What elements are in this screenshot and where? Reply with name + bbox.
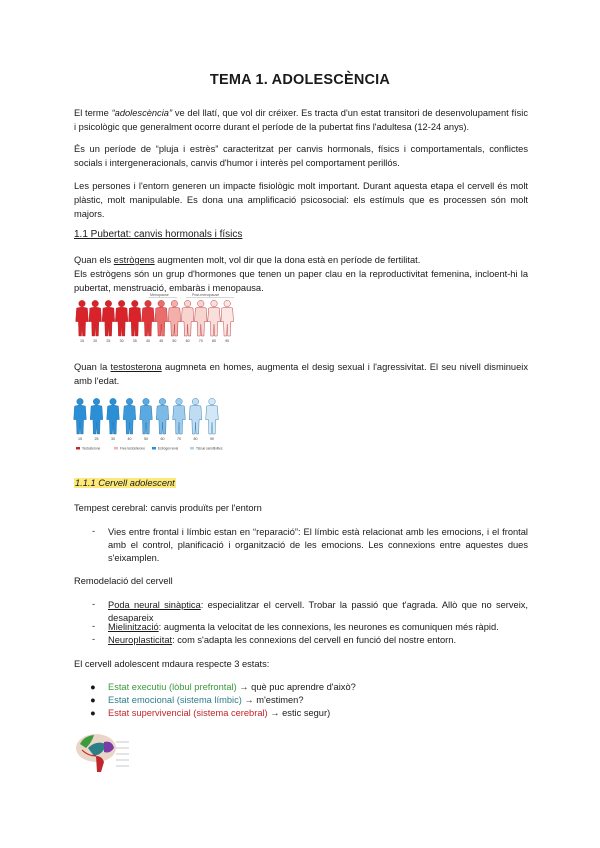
intro-paragraph-3: Les persones i l'entorn generen un impacte fisiològic molt important. Durant aquesta etapa el cervell és molt plàstic, molt manipulable. Es dona una amplificació psicosocial: els estímuls que es processen són molt majors. bbox=[74, 181, 528, 219]
remodel-dash-3: - bbox=[92, 634, 96, 644]
testosterone-man-50-body bbox=[140, 405, 153, 434]
estrogen-woman-90-head bbox=[224, 300, 230, 306]
estrogen-woman-25-body bbox=[102, 307, 115, 336]
bullet-dot: ● bbox=[90, 682, 96, 692]
testosterone-man-80-silhouette bbox=[189, 398, 202, 434]
estrogen-woman-60-head bbox=[184, 300, 190, 306]
intro-paragraph-2: És un període de “pluja i estrès” caracteritzat per canvis hormonals, físics i comportamentals, conflictes socials i intergeneracionals, canvis d'humor i interès pel comportament perillós. bbox=[74, 144, 528, 168]
estrogen-woman-35-silhouette bbox=[129, 300, 142, 336]
estrogen-woman-15-body bbox=[76, 307, 89, 336]
estrogen-woman-20-body bbox=[89, 307, 102, 336]
estrogen-woman-70-age-label: 70 bbox=[198, 339, 203, 343]
testosterone-man-70-age-label: 70 bbox=[177, 437, 181, 441]
state-survival-colored: Estat supervivencial (sistema cerebral) bbox=[108, 708, 268, 718]
estrogen-woman-15-age-label: 15 bbox=[80, 339, 84, 343]
estrogen-woman-40-age-label: 40 bbox=[146, 339, 150, 343]
remodel-item-3-term: Neuroplasticitat bbox=[108, 635, 173, 645]
state-emotional-colored: Estat emocional (sistema límbic) bbox=[108, 695, 242, 705]
section-1-1-heading: 1.1 Pubertat: canvis hormonals i físics bbox=[74, 229, 243, 240]
testosterone-man-50-head bbox=[143, 398, 149, 404]
legend-label: Free testosterone bbox=[120, 446, 145, 451]
testosterone-man-25-silhouette bbox=[90, 398, 103, 434]
remodel-item-2-text: : augmenta la velocitat de les connexions, les neurones es comuniquen més ràpid. bbox=[158, 622, 499, 632]
estrogen-woman-70-silhouette bbox=[195, 300, 208, 336]
estrogen-woman-35-head bbox=[132, 300, 138, 306]
testosterone-man-70-head bbox=[176, 398, 182, 404]
estrogen-woman-45-body bbox=[155, 307, 168, 336]
estrogen-woman-35-age-label: 35 bbox=[132, 339, 137, 343]
testosterone-man-80-age-label: 80 bbox=[193, 437, 198, 441]
testosterone-man-15-head bbox=[77, 398, 83, 404]
testosterone-man-60-silhouette bbox=[156, 398, 169, 434]
estrogen-woman-50-body bbox=[168, 307, 181, 336]
estrogen-woman-45-head bbox=[158, 300, 164, 306]
estrogen-woman-40-silhouette bbox=[142, 300, 155, 336]
estrogen-woman-60-age-label: 60 bbox=[185, 339, 190, 343]
remodel-item-3 bbox=[108, 634, 528, 647]
testosterone-man-90-body bbox=[206, 405, 219, 434]
state-executive-colored: Estat executiu (lòbul prefrontal) bbox=[108, 682, 237, 692]
estrogen-woman-45-age-label: 45 bbox=[159, 339, 164, 343]
state-executive-rest: → què puc aprendre d'això? bbox=[236, 682, 356, 692]
estrogen-woman-40-body bbox=[142, 307, 155, 336]
testosterone-man-90-silhouette bbox=[206, 398, 219, 434]
testosterone-term: testosterona bbox=[110, 362, 162, 372]
estrogen-woman-15-silhouette bbox=[76, 300, 89, 336]
estrogen-woman-30-age-label: 30 bbox=[119, 339, 124, 343]
legend-swatch bbox=[114, 447, 118, 450]
estrogen-woman-90-body bbox=[221, 307, 234, 336]
testosterone-man-70-body bbox=[173, 405, 186, 434]
estrogen-woman-35-body bbox=[129, 307, 142, 336]
estrogens-post: augmenten molt, vol dir que la dona està en període de fertilitat. bbox=[154, 255, 421, 265]
testosterone-man-40-age-label: 40 bbox=[127, 437, 132, 441]
legend-label: Estrogen level bbox=[158, 446, 179, 451]
testosterone-man-15-age-label: 15 bbox=[78, 437, 82, 441]
estrogen-woman-25-age-label: 25 bbox=[106, 339, 111, 343]
legend-swatch bbox=[76, 447, 80, 450]
intro-p1-post: ve del llatí, que vol dir créixer. Es tracta d'un estat transitori de desenvolupament físic i psicològic que generalment ocorre durant el període de la pubertat fins l'adultesa (12-24 anys). bbox=[74, 108, 528, 132]
intro-p1-pre: El terme bbox=[74, 108, 112, 118]
testosterone-man-40-body bbox=[123, 405, 136, 434]
remodel-item-2 bbox=[108, 621, 528, 634]
testosterone-man-30-silhouette bbox=[107, 398, 120, 434]
testosterone-man-25-body bbox=[90, 405, 103, 434]
remodel-dash-1: - bbox=[92, 599, 96, 609]
tempest-label: Tempest cerebral: canvis produïts per l'entorn bbox=[74, 503, 262, 513]
brain-illustration bbox=[74, 730, 164, 774]
testosterone-man-25-head bbox=[93, 398, 99, 404]
testosterone-man-70-silhouette bbox=[173, 398, 186, 434]
testosterone-figure bbox=[72, 396, 230, 454]
estrogen-woman-20-age-label: 20 bbox=[93, 339, 98, 343]
estrogen-woman-90-age-label: 90 bbox=[225, 339, 230, 343]
estrogen-woman-60-silhouette bbox=[181, 300, 194, 336]
remodel-item-3-text: : com s'adapta les connexions del cervell en funció del nostre entorn. bbox=[172, 635, 457, 645]
estrogens-paragraph-2: Els estrògens són un grup d'hormones que tenen un paper clau en la reproductivitat femenina, incloent-hi la pubertat, menstruació, embaràs i menopausa. bbox=[74, 269, 528, 293]
intro-paragraph-1 bbox=[74, 106, 528, 134]
testosterone-man-50-silhouette bbox=[140, 398, 153, 434]
estrogen-woman-80-head bbox=[211, 300, 217, 306]
estrogen-woman-15-head bbox=[79, 300, 85, 306]
estrogen-woman-70-body bbox=[195, 307, 208, 336]
legend-label: Tissue sensitivities bbox=[196, 446, 223, 451]
estrogen-woman-80-body bbox=[208, 307, 221, 336]
testosterone-man-15-body bbox=[74, 405, 87, 434]
remodel-item-1-term: Poda neural sinàptica bbox=[108, 600, 201, 610]
legend-swatch bbox=[152, 447, 156, 450]
testosterone-man-90-age-label: 90 bbox=[210, 437, 214, 441]
testosterone-man-90-head bbox=[209, 398, 215, 404]
testosterone-man-60-body bbox=[156, 405, 169, 434]
state-emotional-rest: → m'estimen? bbox=[241, 695, 304, 705]
estrogen-woman-20-head bbox=[92, 300, 98, 306]
estrogen-woman-30-head bbox=[118, 300, 124, 306]
estrogen-woman-60-body bbox=[181, 307, 194, 336]
states-label: El cervell adolescent mdaura respecte 3 estats: bbox=[74, 659, 270, 669]
remodel-item-1-text: : especialitzar el cervell. Trobar la passió que t'agrada. Allò que no serveix, desapareix bbox=[108, 600, 529, 623]
testosterone-post: augmneta en homes, augmenta el desig sexual i l'agressivitat. El seu nivell disminueix amb l'edat. bbox=[74, 362, 528, 386]
estrogen-woman-40-head bbox=[145, 300, 151, 306]
testosterone-man-40-head bbox=[126, 398, 132, 404]
estrogen-woman-20-silhouette bbox=[89, 300, 102, 336]
state-item-emotional bbox=[90, 695, 304, 705]
testosterone-man-30-body bbox=[107, 405, 120, 434]
legend-swatch bbox=[190, 447, 194, 450]
testosterone-man-50-age-label: 50 bbox=[144, 437, 148, 441]
testosterone-paragraph bbox=[74, 360, 528, 388]
state-item-survival bbox=[90, 708, 330, 718]
estrogens-paragraph bbox=[74, 253, 528, 295]
intro-p1-term: “adolescència” bbox=[111, 108, 173, 118]
estrogen-woman-45-silhouette bbox=[155, 300, 168, 336]
estrogen-woman-25-head bbox=[105, 300, 111, 306]
legend-label: Testosterone bbox=[82, 446, 101, 451]
page-title: TEMA 1. ADOLESCÈNCIA bbox=[209, 72, 391, 88]
estrogen-woman-30-silhouette bbox=[115, 300, 128, 336]
estrogen-woman-90-silhouette bbox=[221, 300, 234, 336]
remodel-dash-2: - bbox=[92, 621, 96, 631]
bullet-dot: ● bbox=[90, 708, 96, 718]
testosterone-man-40-silhouette bbox=[123, 398, 136, 434]
testosterone-man-30-head bbox=[110, 398, 116, 404]
state-item-executive bbox=[90, 682, 356, 692]
estrogens-term: estrògens bbox=[113, 255, 155, 265]
estrogen-woman-50-silhouette bbox=[168, 300, 181, 336]
estrogen-woman-80-age-label: 80 bbox=[212, 339, 216, 343]
estrogen-figure bbox=[74, 290, 239, 348]
remodel-label: Remodelació del cervell bbox=[74, 576, 173, 586]
testosterone-pre: Quan la bbox=[74, 362, 111, 372]
testosterone-man-60-head bbox=[159, 398, 165, 404]
testosterone-man-80-body bbox=[189, 405, 202, 434]
estrogen-woman-25-silhouette bbox=[102, 300, 115, 336]
testosterone-man-30-age-label: 30 bbox=[111, 437, 115, 441]
tempest-dash: - bbox=[92, 526, 96, 536]
remodel-item-2-term: Mielinització bbox=[108, 622, 159, 632]
testosterone-man-25-age-label: 25 bbox=[94, 437, 99, 441]
estrogen-woman-50-head bbox=[171, 300, 177, 306]
bullet-dot: ● bbox=[90, 695, 96, 705]
state-survival-rest: → estic segur) bbox=[267, 708, 331, 718]
testosterone-man-80-head bbox=[192, 398, 198, 404]
estrogen-header-left: Menopause bbox=[150, 293, 169, 297]
testosterone-man-60-age-label: 60 bbox=[160, 437, 165, 441]
estrogen-woman-70-head bbox=[198, 300, 204, 306]
section-1-1-1-heading: 1.1.1 Cervell adolescent bbox=[75, 478, 175, 488]
tempest-item: Vies entre frontal i límbic estan en “reparació”: El límbic està relacionat amb les emocions, i el frontal amb el control, planificació i organització de les emocions. Les connexions entre aquestes dues s'eixamplen. bbox=[108, 527, 528, 563]
testosterone-man-15-silhouette bbox=[74, 398, 87, 434]
estrogens-pre: Quan els bbox=[74, 255, 114, 265]
estrogen-woman-30-body bbox=[115, 307, 128, 336]
estrogen-woman-80-silhouette bbox=[208, 300, 221, 336]
estrogen-woman-50-age-label: 50 bbox=[172, 339, 177, 343]
estrogen-header-right: Post-menopause bbox=[192, 293, 220, 297]
